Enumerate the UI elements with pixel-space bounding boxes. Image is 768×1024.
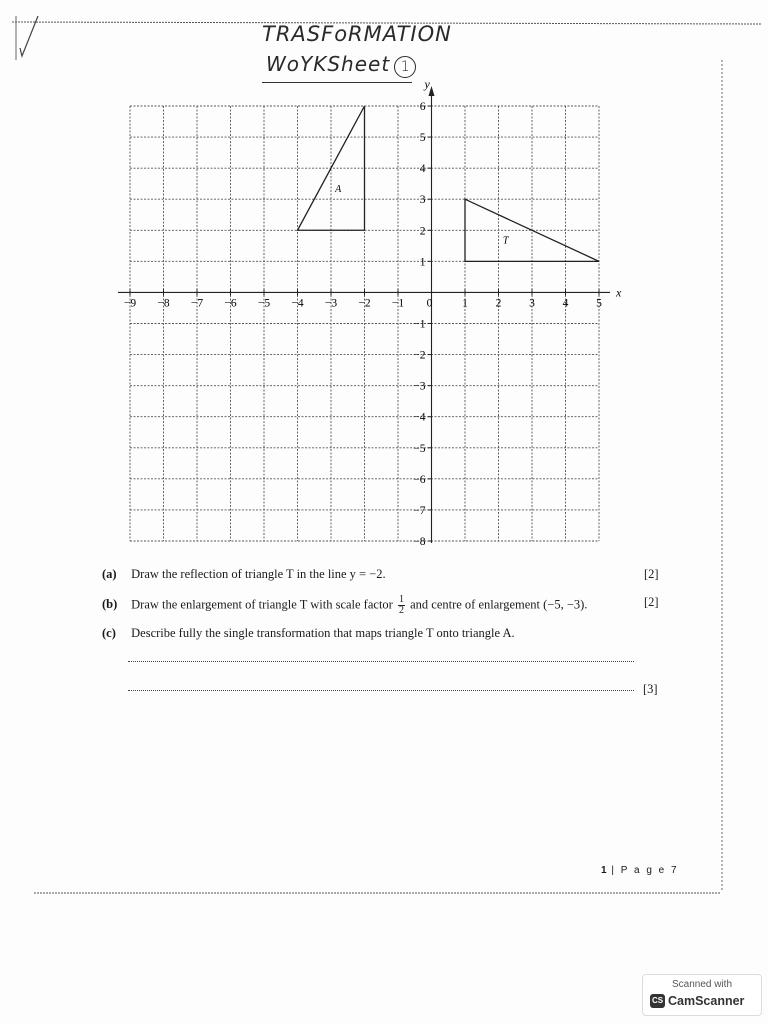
x-tick-label: −2 [358, 297, 371, 310]
camscanner-name: CamScanner [668, 994, 745, 1008]
camscanner-caption: Scanned with [671, 979, 733, 990]
question-b-label: (b) [102, 597, 118, 612]
question-a-label: (a) [102, 567, 117, 581]
question-c [102, 626, 515, 641]
y-tick-label: −1 [413, 318, 426, 331]
question-a [102, 567, 386, 582]
x-tick-label: −7 [190, 297, 204, 310]
y-tick-label: −4 [413, 411, 426, 424]
x-tick-label: 2 [495, 297, 502, 310]
question-b [102, 595, 587, 616]
y-tick-label: 4 [419, 163, 426, 176]
x-tick-label: −8 [157, 297, 170, 310]
axes [118, 77, 622, 543]
x-tick-label: −5 [257, 297, 271, 310]
triangle-label-A: A [335, 183, 342, 195]
question-b-text: Draw the enlargement of triangle T with scale factor [131, 597, 393, 612]
page-number [601, 865, 679, 876]
x-tick-label: 5 [596, 297, 602, 310]
question-a-marks: [2] [644, 567, 659, 581]
y-tick-label: −2 [413, 349, 426, 362]
y-tick-label: 6 [419, 101, 426, 113]
camscanner-logo-icon: CS [650, 994, 665, 1008]
y-tick-label: −5 [413, 442, 426, 455]
y-tick-label: −3 [413, 380, 426, 393]
x-tick-label: −6 [224, 297, 237, 310]
x-tick-label: −4 [291, 297, 304, 310]
question-c-text: Describe fully the single transformation that maps triangle T onto triangle A. [131, 626, 515, 640]
worksheet-title: TRASFoRMATION [262, 22, 452, 46]
camscanner-badge [642, 974, 762, 1016]
y-tick-label: −7 [413, 504, 426, 517]
y-tick-label: 2 [419, 225, 426, 238]
x-tick-label: 0 [426, 297, 433, 310]
question-c-label: (c) [102, 626, 116, 640]
question-b-marks: [2] [644, 595, 659, 609]
answer-line-1 [128, 661, 634, 662]
x-tick-label: 1 [462, 297, 468, 310]
fraction-numerator: 1 [398, 594, 404, 605]
page-number-word: | P a g e 7 [611, 865, 679, 876]
y-tick-label: 3 [419, 194, 426, 207]
x-tick-label: −3 [324, 297, 338, 310]
fraction-denominator: 2 [398, 605, 404, 616]
worksheet-subtitle-text: WoYKSheet [266, 52, 391, 76]
y-tick-label: −6 [413, 473, 426, 486]
x-tick-label: 3 [529, 297, 535, 310]
y-tick-label: 1 [419, 256, 426, 269]
worksheet-number-circle: 1 [394, 56, 416, 78]
triangle-label-T: T [502, 235, 509, 247]
question-b-text-end: and centre of enlargement (−5, −3). [410, 597, 588, 612]
x-tick-label: 4 [562, 297, 569, 310]
y-tick-label: 5 [419, 132, 426, 145]
answer-line-2 [128, 690, 634, 691]
scale-factor-fraction [398, 595, 405, 616]
x-tick-label: −9 [123, 297, 137, 310]
y-axis-label: y [424, 77, 430, 91]
question-a-text: Draw the reflection of triangle T in the line y = −2. [131, 567, 386, 581]
x-tick-label: −1 [391, 297, 405, 310]
question-c-marks: [3] [643, 682, 658, 696]
page-number-value: 1 [601, 865, 607, 876]
triangles [298, 106, 600, 261]
y-tick-label: −8 [413, 536, 426, 548]
x-axis-label: x [616, 285, 622, 300]
